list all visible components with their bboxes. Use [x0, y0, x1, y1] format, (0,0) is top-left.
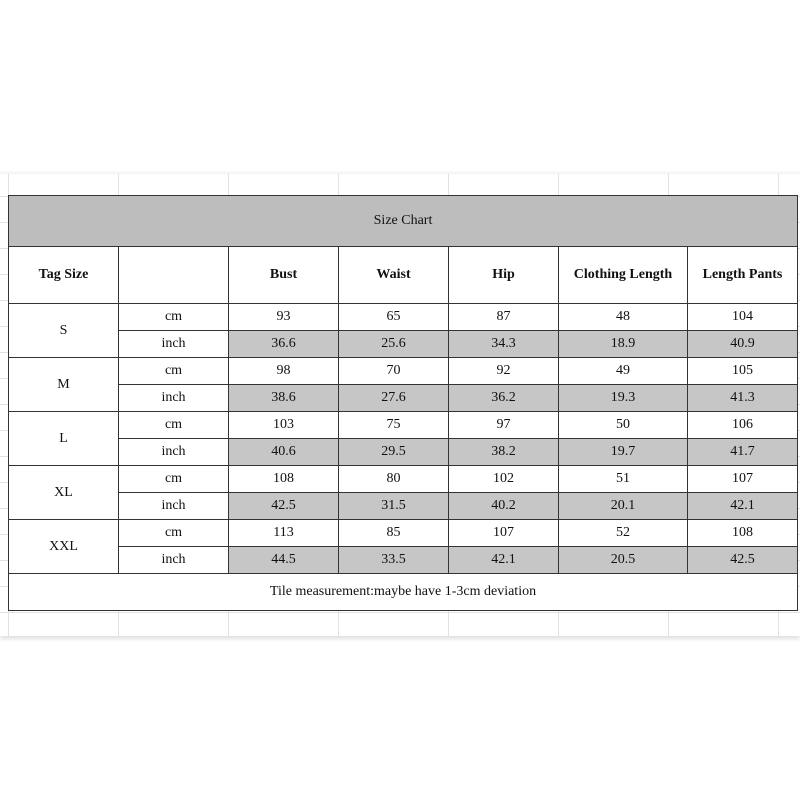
- measurement-cell: 49: [559, 358, 688, 385]
- measurement-cell: 107: [688, 466, 798, 493]
- measurement-cell: 18.9: [559, 331, 688, 358]
- measurement-cell: 108: [688, 520, 798, 547]
- tag-size-cell: M: [9, 358, 119, 412]
- measurement-cell: 106: [688, 412, 798, 439]
- unit-cell: cm: [119, 358, 229, 385]
- measurement-cell: 50: [559, 412, 688, 439]
- measurement-cell: 29.5: [339, 439, 449, 466]
- measurement-cell: 25.6: [339, 331, 449, 358]
- measurement-cell: 40.2: [449, 493, 559, 520]
- measurement-cell: 38.2: [449, 439, 559, 466]
- measurement-cell: 42.5: [688, 547, 798, 574]
- measurement-cell: 104: [688, 304, 798, 331]
- measurement-cell: 98: [229, 358, 339, 385]
- tag-size-cell: XXL: [9, 520, 119, 574]
- measurement-cell: 42.1: [449, 547, 559, 574]
- measurement-cell: 51: [559, 466, 688, 493]
- note-row: [9, 574, 798, 611]
- header-hip: Hip: [449, 247, 559, 304]
- tag-size-cell: S: [9, 304, 119, 358]
- measurement-cell: 52: [559, 520, 688, 547]
- measurement-cell: 27.6: [339, 385, 449, 412]
- unit-cell: inch: [119, 547, 229, 574]
- header-length-pants: Length Pants: [688, 247, 798, 304]
- header-bust: Bust: [229, 247, 339, 304]
- measurement-cell: 19.3: [559, 385, 688, 412]
- unit-cell: cm: [119, 412, 229, 439]
- measurement-cell: 42.1: [688, 493, 798, 520]
- measurement-cell: 41.3: [688, 385, 798, 412]
- header-row: [9, 247, 798, 304]
- measurement-cell: 20.1: [559, 493, 688, 520]
- unit-cell: inch: [119, 385, 229, 412]
- tag-size-cell: XL: [9, 466, 119, 520]
- measurement-cell: 113: [229, 520, 339, 547]
- header-tag-size: Tag Size: [9, 247, 119, 304]
- measurement-cell: 107: [449, 520, 559, 547]
- table-row: [9, 385, 798, 412]
- measurement-cell: 70: [339, 358, 449, 385]
- header-waist: Waist: [339, 247, 449, 304]
- measurement-cell: 19.7: [559, 439, 688, 466]
- measurement-cell: 93: [229, 304, 339, 331]
- unit-cell: cm: [119, 520, 229, 547]
- measurement-cell: 40.9: [688, 331, 798, 358]
- measurement-cell: 36.2: [449, 385, 559, 412]
- measurement-note: Tile measurement:maybe have 1-3cm deviation: [9, 574, 798, 611]
- table-row: [9, 412, 798, 439]
- table-row: [9, 547, 798, 574]
- measurement-cell: 85: [339, 520, 449, 547]
- table-row: [9, 439, 798, 466]
- table-row: [9, 304, 798, 331]
- measurement-cell: 105: [688, 358, 798, 385]
- header-clothing-length: Clothing Length: [559, 247, 688, 304]
- measurement-cell: 80: [339, 466, 449, 493]
- size-chart-table: [8, 195, 798, 611]
- measurement-cell: 103: [229, 412, 339, 439]
- table-row: [9, 493, 798, 520]
- table-row: [9, 466, 798, 493]
- table-row: [9, 520, 798, 547]
- tag-size-cell: L: [9, 412, 119, 466]
- measurement-cell: 102: [449, 466, 559, 493]
- measurement-cell: 87: [449, 304, 559, 331]
- measurement-cell: 42.5: [229, 493, 339, 520]
- measurement-cell: 31.5: [339, 493, 449, 520]
- measurement-cell: 92: [449, 358, 559, 385]
- measurement-cell: 48: [559, 304, 688, 331]
- header-unit: [119, 247, 229, 304]
- measurement-cell: 41.7: [688, 439, 798, 466]
- measurement-cell: 33.5: [339, 547, 449, 574]
- measurement-cell: 44.5: [229, 547, 339, 574]
- unit-cell: cm: [119, 466, 229, 493]
- unit-cell: cm: [119, 304, 229, 331]
- measurement-cell: 34.3: [449, 331, 559, 358]
- measurement-cell: 65: [339, 304, 449, 331]
- unit-cell: inch: [119, 331, 229, 358]
- table-row: [9, 331, 798, 358]
- chart-title: Size Chart: [9, 196, 798, 247]
- measurement-cell: 40.6: [229, 439, 339, 466]
- measurement-cell: 36.6: [229, 331, 339, 358]
- table-row: [9, 358, 798, 385]
- measurement-cell: 97: [449, 412, 559, 439]
- measurement-cell: 108: [229, 466, 339, 493]
- measurement-cell: 20.5: [559, 547, 688, 574]
- unit-cell: inch: [119, 439, 229, 466]
- measurement-cell: 75: [339, 412, 449, 439]
- measurement-cell: 38.6: [229, 385, 339, 412]
- unit-cell: inch: [119, 493, 229, 520]
